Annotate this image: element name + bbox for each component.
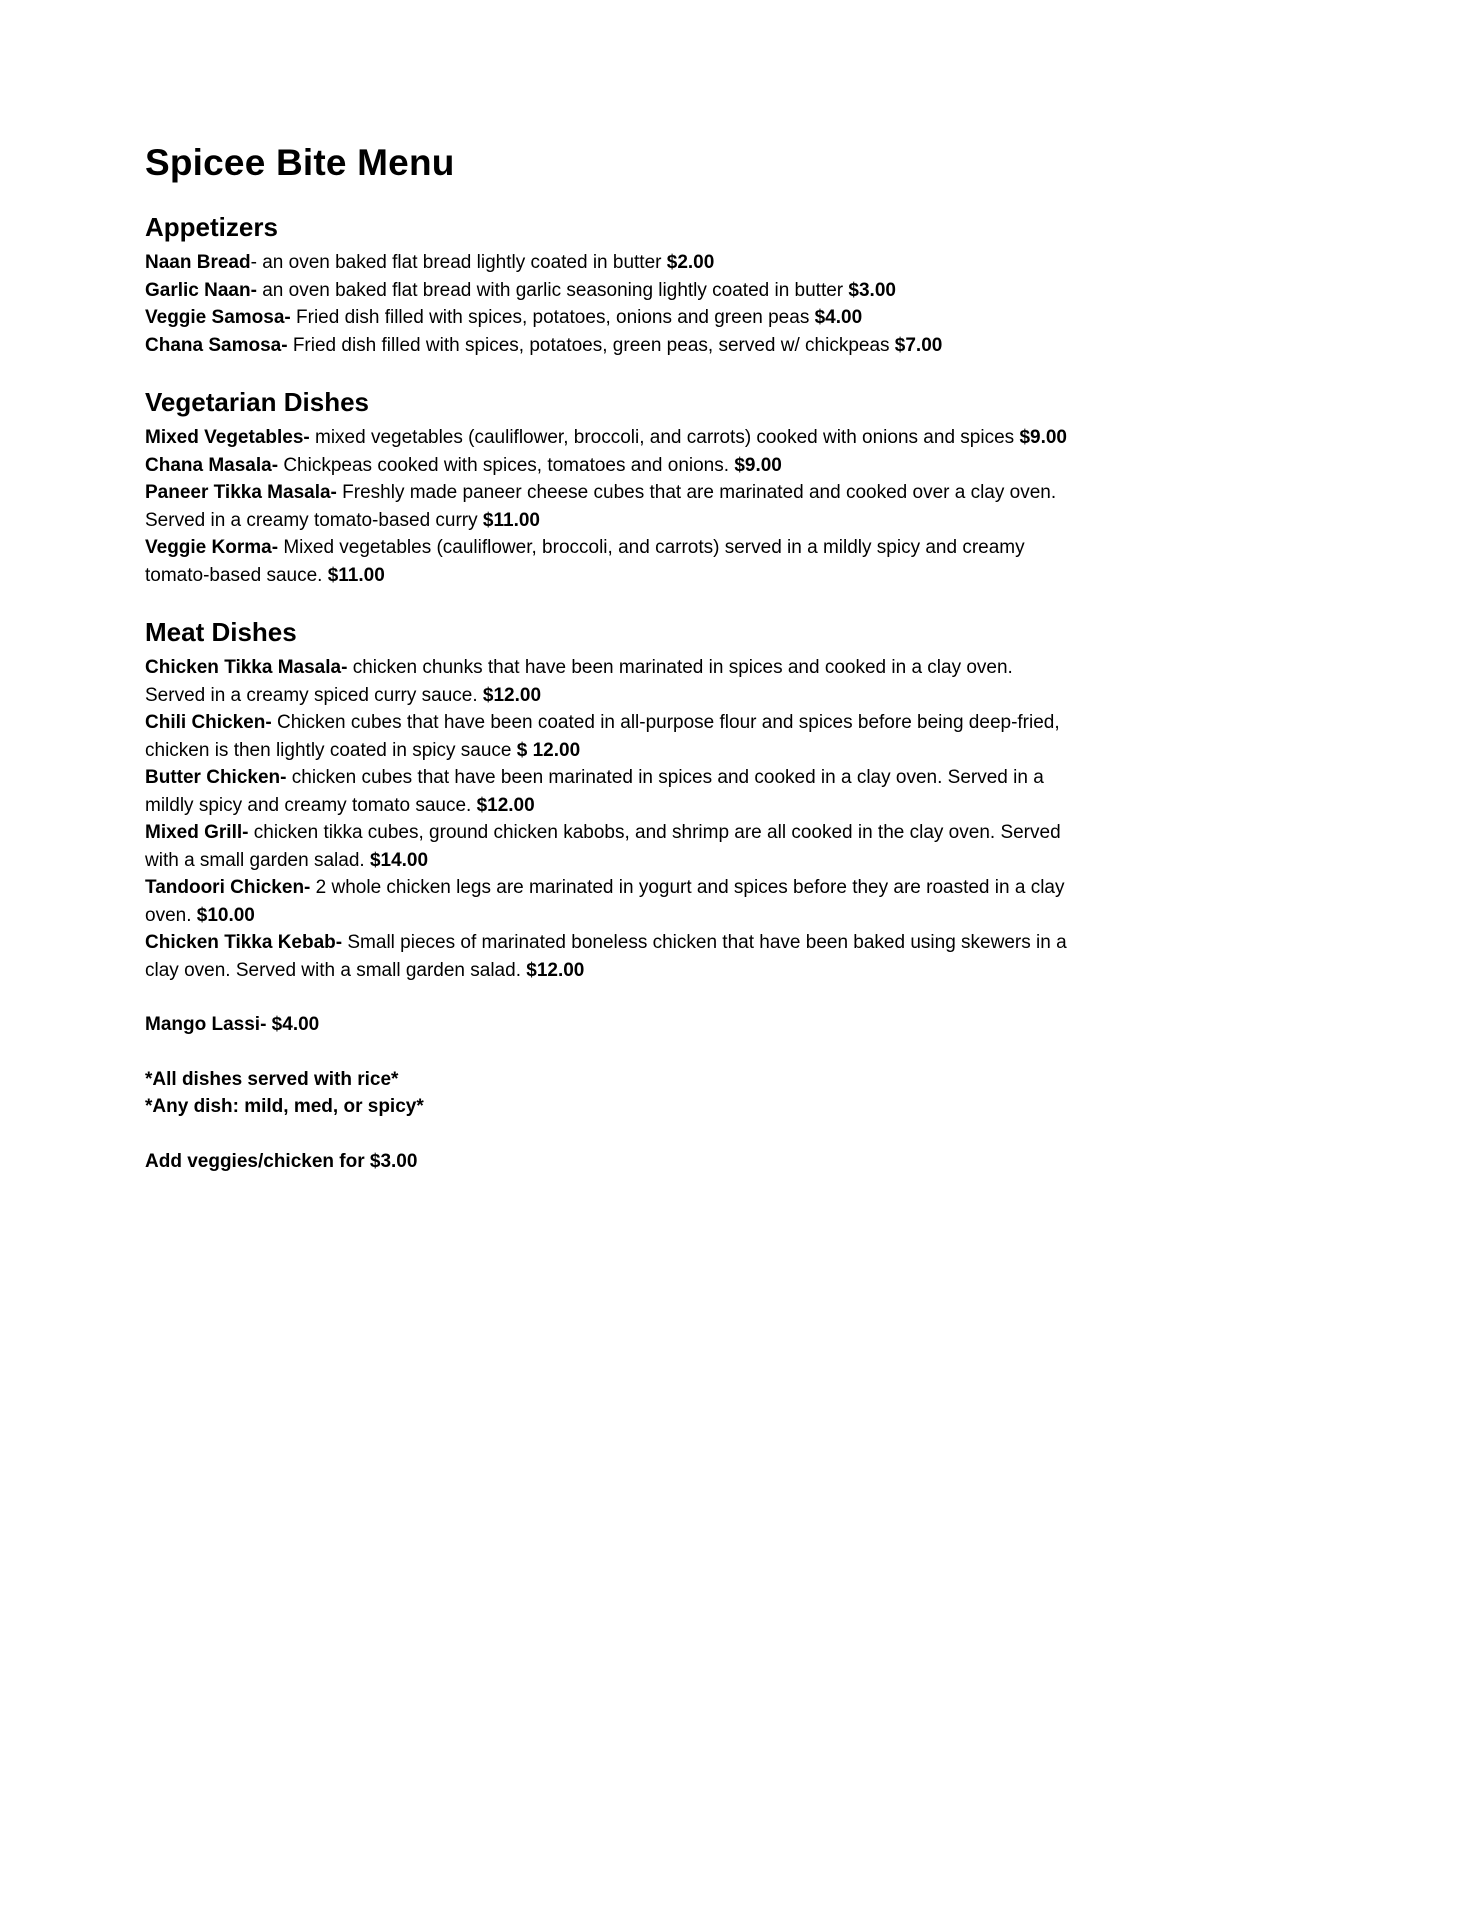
item-name: Tandoori Chicken-	[145, 877, 311, 898]
item-price: $2.00	[666, 252, 715, 273]
section-meat-dishes	[145, 617, 1067, 984]
item-price: $14.00	[369, 849, 429, 871]
note-rice: *All dishes served with rice*	[145, 1068, 399, 1090]
item-name: Chana Samosa-	[145, 334, 288, 356]
item-name: Veggie Korma-	[145, 537, 279, 558]
item-name: Chicken Tikka Masala-	[145, 657, 348, 678]
item-price: $12.00	[482, 684, 542, 706]
item-desc: chicken tikka cubes, ground chicken kabobs, and shrimp are all cooked in the clay oven. Served with a small garden salad.	[145, 822, 1061, 871]
item-desc: Freshly made paneer cheese cubes that are marinated and cooked over a clay oven. Served in a creamy tomato-based curry	[145, 482, 1057, 531]
addon-text: Add veggies/chicken for $3.00	[145, 1150, 418, 1172]
addon-line	[145, 1148, 1067, 1176]
item-price: $10.00	[196, 904, 255, 926]
section-heading: Appetizers	[145, 212, 278, 242]
item-name: Mixed Grill-	[145, 822, 249, 843]
item-desc: chicken chunks that have been marinated in spices and cooked in a clay oven. Served in a creamy spiced curry sauce.	[145, 657, 1013, 706]
page-title: Spicee Bite Menu	[145, 142, 455, 183]
section-heading: Meat Dishes	[145, 617, 297, 647]
item-desc: Fried dish filled with spices, potatoes, onions and green peas	[290, 307, 815, 328]
item-desc: Chickpeas cooked with spices, tomatoes and onions.	[278, 454, 735, 476]
item-desc: Mixed vegetables (cauliflower, broccoli, and carrots) served in a mildly spicy and creamy tomato-based sauce.	[145, 537, 1025, 586]
note-spice: *Any dish: mild, med, or spicy*	[145, 1096, 424, 1117]
item-desc: mixed vegetables (cauliflower, broccoli, and carrots) cooked with onions and spices	[309, 427, 1020, 448]
item-price: $11.00	[482, 509, 540, 531]
item-name: Chili Chicken-	[145, 712, 272, 733]
item-price: $3.00	[848, 279, 896, 301]
item-name: Chicken Tikka Kebab-	[145, 932, 343, 953]
menu-item	[145, 332, 1067, 360]
menu-item	[145, 874, 1067, 929]
item-desc: an oven baked flat bread with garlic seasoning lightly coated in butter	[256, 279, 849, 301]
section-appetizers	[145, 212, 1067, 359]
menu-item	[145, 452, 1067, 480]
item-price: $12.00	[526, 959, 585, 981]
item-name: Butter Chicken-	[145, 767, 287, 788]
menu-item	[145, 277, 1067, 305]
item-name: Mixed Vegetables-	[145, 427, 310, 448]
item-price: $9.00	[1019, 427, 1067, 448]
menu-item	[145, 654, 1067, 709]
menu-item	[145, 929, 1067, 984]
menu-item	[145, 249, 1067, 277]
item-desc: 2 whole chicken legs are marinated in yogurt and spices before they are roasted in a clay oven.	[145, 877, 1065, 926]
menu-item	[145, 479, 1067, 534]
menu-item	[145, 534, 1067, 589]
menu-item	[145, 304, 1067, 332]
item-name: Veggie Samosa-	[145, 307, 291, 328]
menu-item	[145, 764, 1067, 819]
item-name: Garlic Naan-	[145, 279, 257, 301]
item-price: $12.00	[476, 794, 535, 816]
section-heading: Vegetarian Dishes	[145, 387, 369, 417]
mango-lassi-text: Mango Lassi- $4.00	[145, 1014, 320, 1035]
item-price: $11.00	[327, 564, 385, 586]
mango-lassi-line	[145, 1011, 1067, 1039]
item-price: $9.00	[734, 454, 782, 476]
item-desc: Small pieces of marinated boneless chicken that have been baked using skewers in a clay oven. Served with a small garden salad.	[145, 932, 1067, 981]
menu-item	[145, 819, 1067, 874]
item-name: Chana Masala-	[145, 454, 279, 476]
item-price: $7.00	[894, 334, 943, 356]
item-price: $4.00	[814, 307, 863, 328]
item-name: Paneer Tikka Masala-	[145, 482, 337, 503]
document-content	[145, 142, 1067, 1175]
item-desc: - an oven baked flat bread lightly coated in butter	[250, 252, 667, 273]
menu-item	[145, 424, 1067, 452]
menu-item	[145, 709, 1067, 764]
item-name: Naan Bread	[145, 252, 251, 273]
item-price: $ 12.00	[516, 739, 581, 761]
section-vegetarian-dishes	[145, 387, 1067, 589]
menu-notes	[145, 1066, 1067, 1121]
item-desc: chicken cubes that have been marinated in spices and cooked in a clay oven. Served in a mildly spicy and creamy tomato sauce.	[145, 767, 1044, 816]
item-desc: Fried dish filled with spices, potatoes, green peas, served w/ chickpeas	[287, 334, 895, 356]
item-desc: Chicken cubes that have been coated in all-purpose flour and spices before being deep-fried, chicken is then lightly coated in spicy sauce	[145, 712, 1060, 761]
